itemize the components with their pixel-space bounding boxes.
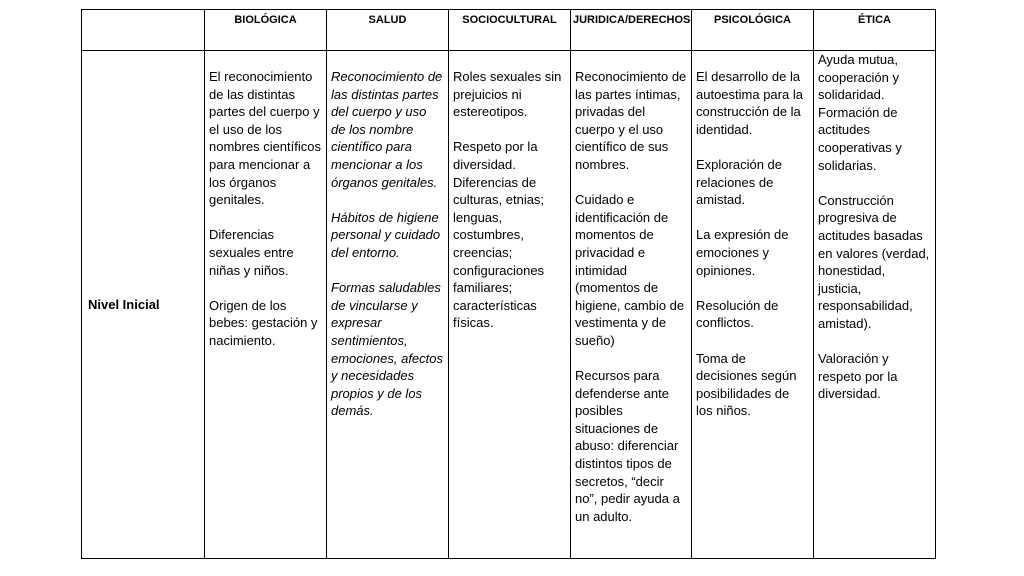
cell-psicologica [692,51,814,559]
cell-paragraph: El reconocimiento de las distintas partes del cuerpo y el uso de los nombres científicos para mencionar a los órganos genitales. [209,69,321,208]
header-psicologica: PSICOLÓGICA [692,10,814,51]
header-sociocultural: SOCIOCULTURAL [449,10,571,51]
cell-paragraph: Recursos para defenderse ante posibles situaciones de abuso: diferenciar distintos tipos de secretos, “decir no”, pedir ayuda a un adulto. [575,368,680,524]
cell-sociocultural [449,51,571,559]
cell-juridica-derechos [571,51,692,559]
cell-paragraph: Reconocimiento de las distintas partes del cuerpo y uso de los nombre científico para mencionar a los órganos genitales. [331,69,443,190]
cell-biologica [205,51,327,559]
header-row [82,10,936,51]
cell-paragraph: Hábitos de higiene personal y cuidado del entorno. [331,209,441,260]
cell-paragraph: Respeto por la diversidad. Diferencias de culturas, etnias; lenguas, costumbres, creencias; configuraciones familiares; características físicas. [453,139,545,331]
header-juridica-derechos: JURIDICA/DERECHOS [571,10,692,51]
row-label-nivel-inicial: Nivel Inicial [82,51,205,559]
cell-paragraph: El desarrollo de la autoestima para la construcción de la identidad. [696,69,803,137]
cell-paragraph: Resolución de conflictos. [696,297,779,331]
cell-paragraph: Origen de los bebes: gestación y nacimiento. [209,297,318,348]
header-etica: ÉTICA [814,10,936,51]
cell-paragraph: Exploración de relaciones de amistad. [696,156,782,208]
table-row [82,51,936,559]
cell-paragraph: Ayuda mutua, cooperación y solidaridad. Formación de actitudes cooperativas y solidarias. [818,52,902,173]
cell-paragraph: Cuidado e identificación de momentos de privacidad e intimidad (momentos de higiene, cambio de vestimenta y de sueño) [575,192,685,348]
header-empty-cell [82,10,205,51]
content-table [81,9,936,559]
cell-paragraph: Roles sexuales sin prejuicios ni estereotipos. [453,69,562,120]
cell-paragraph: La expresión de emociones y opiniones. [696,227,789,278]
cell-paragraph: Toma de decisiones según posibilidades de los niños. [696,350,797,419]
cell-paragraph: Valoración y respeto por la diversidad. [818,351,898,402]
cell-etica [814,51,936,559]
header-biologica: BIOLÓGICA [205,10,327,51]
cell-paragraph: Construcción progresiva de actitudes basadas en valores (verdad, honestidad, justicia, responsabilidad, amistad). [818,192,930,331]
header-salud: SALUD [327,10,449,51]
content-table-container [81,9,935,559]
cell-paragraph: Diferencias sexuales entre niñas y niños. [209,227,294,278]
cell-paragraph: Formas saludables de vincularse y expresar sentimientos, emociones, afectos y necesidades propios y de los demás. [331,280,444,419]
cell-salud [327,51,449,559]
cell-paragraph: Reconocimiento de las partes íntimas, privadas del cuerpo y el uso científico de sus nombres. [575,69,687,172]
